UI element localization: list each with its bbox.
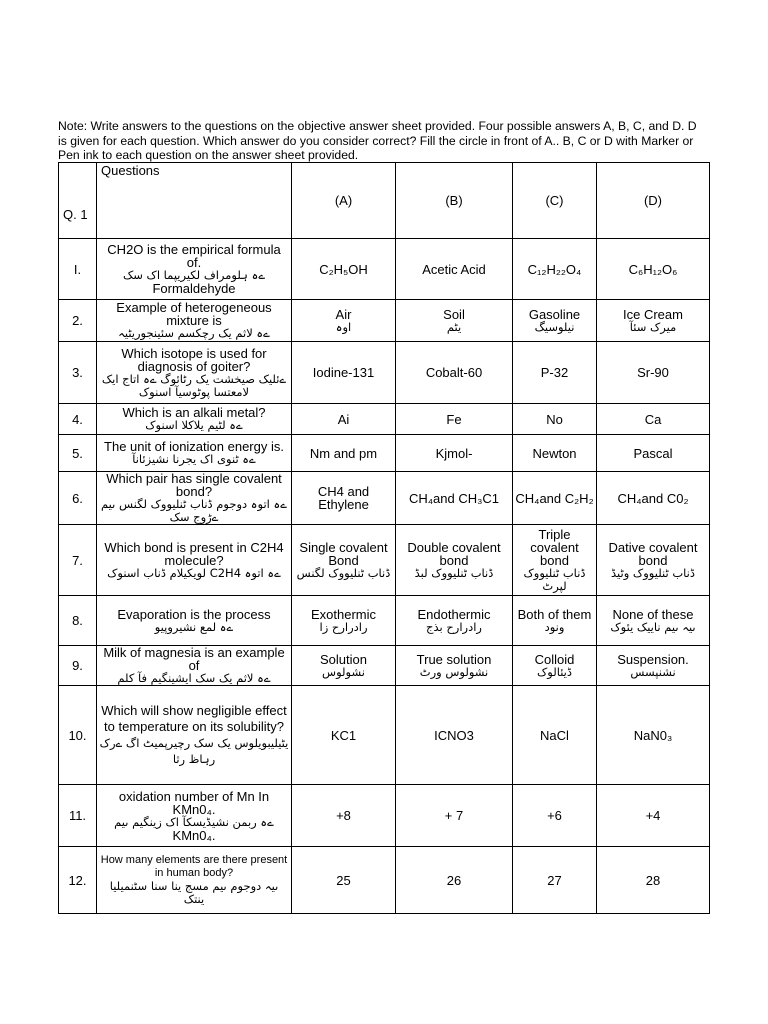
question-text (97, 435, 292, 472)
question-ur: ےہ اتوہ دوجوم ڈناب ٹنلیووک لگنس ںیم ےڑوج سک (100, 497, 288, 524)
question-text (97, 472, 292, 525)
question-text (97, 300, 292, 342)
header-option-c: (C) (513, 163, 597, 239)
option-b: Kjmol- (396, 435, 513, 472)
option-a-en: Single covalent Bond (299, 539, 388, 568)
option-c: C₁₂H₂₂O₄ (513, 239, 597, 300)
option-c-ur: ڈناب ٹنلیووک لپرٹ (523, 565, 586, 593)
option-c-ur: نیلوسیگ (534, 319, 575, 334)
question-text (97, 239, 292, 300)
option-d (597, 300, 710, 342)
option-c-en: Gasoline (528, 306, 581, 322)
option-c: +6 (513, 785, 597, 847)
option-d: Pascal (597, 435, 710, 472)
question-number: I. (59, 239, 97, 300)
option-b-en: Endothermic (417, 606, 491, 622)
option-d-ur: ںیہ ںیم ناییک یئوک (610, 619, 696, 634)
header-qno-label: Q. 1 (63, 207, 88, 222)
option-c-ur: ونود (544, 619, 565, 634)
option-d-en: Dative covalent bond (608, 539, 698, 568)
question-en: oxidation number of Mn In KMn0₄. (118, 788, 270, 817)
question-ur: ےہ لاثم یک رچکسم سئینجوریٹیہ (118, 326, 270, 340)
option-a (292, 525, 396, 596)
option-d: 28 (597, 847, 710, 914)
question-en: Which isotope is used for diagnosis of goiter? (121, 345, 267, 374)
question-en: Which bond is present in C2H4 molecule? (104, 539, 284, 568)
option-b-en: True solution (416, 651, 492, 667)
option-a-ur: اوہ (335, 319, 352, 334)
option-c-en: Triple covalent bond (530, 526, 579, 568)
question-text (97, 596, 292, 646)
option-a: CH4 and Ethylene (292, 472, 396, 525)
option-c (513, 646, 597, 686)
question-en: CH2O is the empirical formula of. (107, 242, 281, 270)
question-number: 3. (59, 342, 97, 404)
option-d-en: Ice Cream (623, 306, 683, 322)
table-row (59, 646, 710, 686)
option-b: ICNO3 (396, 686, 513, 785)
option-a (292, 646, 396, 686)
option-a-ur: رادرارح زا (319, 619, 368, 634)
option-b (396, 525, 513, 596)
option-b-ur: رادرارح بذج (426, 619, 482, 634)
question-ur: ےہ ربمن نشیڈیسکآ اک زینگیم ںیم (114, 814, 274, 829)
question-en-extra: KMn0₄. (172, 827, 216, 843)
question-en-extra: Formaldehyde (152, 281, 236, 296)
question-number: 7. (59, 525, 97, 596)
option-d: C₆H₁₂O₆ (597, 239, 710, 300)
question-text (97, 342, 292, 404)
option-b-ur: یٹم (446, 319, 462, 334)
table-row (59, 342, 710, 404)
question-text (97, 646, 292, 686)
question-ur: ےہ لمع نشیروپیو (154, 619, 234, 634)
option-a-ur: نشولوس (322, 664, 365, 679)
option-d-en: Suspension. (617, 651, 689, 667)
question-en: Which is an alkali metal? (122, 405, 266, 420)
question-text (97, 847, 292, 914)
option-d (597, 525, 710, 596)
option-d: NaN0₃ (597, 686, 710, 785)
option-c (513, 300, 597, 342)
header-questions-label: Questions (101, 163, 160, 178)
question-number: 11. (59, 785, 97, 847)
option-b: Cobalt-60 (396, 342, 513, 404)
question-number: 12. (59, 847, 97, 914)
table-row (59, 785, 710, 847)
table-row (59, 300, 710, 342)
option-c-ur: ڈیئالوک (536, 664, 573, 679)
option-b-ur: ڈناب ٹنلیووک لبڈ (414, 565, 494, 580)
option-c: No (513, 404, 597, 435)
header-questions (97, 163, 292, 239)
option-d: Ca (597, 404, 710, 435)
option-d-ur: نشنپسس (630, 664, 676, 679)
option-a: Iodine-131 (292, 342, 396, 404)
question-en: Example of heterogeneous mixture is (116, 300, 272, 328)
question-ur: ےئلیک صیخشت یک رٹائوگ ےہ اتاج ایک لامعتسا پوٹوسیآ اسنوک (101, 371, 287, 399)
option-a: Ai (292, 404, 396, 435)
option-a: KC1 (292, 686, 396, 785)
option-b: + 7 (396, 785, 513, 847)
question-ur: ےہ لٹیم یلاکلا اسنوک (145, 418, 243, 432)
table-row (59, 472, 710, 525)
option-d-en: None of these (612, 606, 694, 622)
question-en: The unit of ionization energy is. (104, 439, 284, 454)
option-b-ur: نشولوس ورٹ (419, 664, 489, 679)
question-ur: ےہ ٹنوی اک یجرنا نشیزئانآ (132, 452, 256, 466)
question-text (97, 785, 292, 847)
question-ur: ےہ لاثم یک سک ایشینگیم فآ کلم (117, 671, 271, 685)
questions-table (58, 162, 710, 914)
question-ur: ںیہ دوجوم ںیم مسج ینا سنا سٹنمیلیا ینتک (109, 879, 279, 906)
option-a: Nm and pm (292, 435, 396, 472)
option-a (292, 596, 396, 646)
option-b (396, 596, 513, 646)
option-c: 27 (513, 847, 597, 914)
option-c: Newton (513, 435, 597, 472)
option-c: CH₄and C₂H₂ (513, 472, 597, 525)
table-header-row (59, 163, 710, 239)
option-b: 26 (396, 847, 513, 914)
table-row (59, 435, 710, 472)
option-c-en: Colloid (534, 651, 575, 667)
question-number: 4. (59, 404, 97, 435)
question-text (97, 404, 292, 435)
instructions-note: Note: Write answers to the questions on the objective answer sheet provided. Four possible answers A, B, C, and D. D is given for each question. Which answer do you consider correct? Fill the circle in front of A.. B, C or D with Marker or Pen ink to each question on the answer sheet provided. (58, 119, 697, 163)
header-qno (59, 163, 97, 239)
option-b: CH₄and CH₃C1 (396, 472, 513, 525)
header-option-a: (A) (292, 163, 396, 239)
option-a: +8 (292, 785, 396, 847)
table-row (59, 596, 710, 646)
option-c (513, 596, 597, 646)
option-a-ur: ڈناب ٹنلیووک لگنس (296, 565, 391, 580)
option-d (597, 646, 710, 686)
option-c: P-32 (513, 342, 597, 404)
option-c (513, 525, 597, 596)
option-a-en: Air (335, 306, 352, 322)
option-b (396, 646, 513, 686)
question-number: 6. (59, 472, 97, 525)
option-d-ur: ڈناب ٹنلیووک وٹیڈ (611, 565, 695, 580)
option-b (396, 300, 513, 342)
option-c: NaCl (513, 686, 597, 785)
table-row (59, 847, 710, 914)
option-a-en: Exothermic (310, 606, 377, 622)
header-option-b: (B) (396, 163, 513, 239)
table-row (59, 239, 710, 300)
header-option-d: (D) (597, 163, 710, 239)
option-a (292, 300, 396, 342)
question-text (97, 525, 292, 596)
option-b: Acetic Acid (396, 239, 513, 300)
question-number: 5. (59, 435, 97, 472)
option-d: CH₄and C0₂ (597, 472, 710, 525)
table-row (59, 525, 710, 596)
option-d: +4 (597, 785, 710, 847)
option-a: C₂H₅OH (292, 239, 396, 300)
question-ur: ےہ ہلومراف لکیریپما اک سک (122, 268, 266, 282)
option-a-en: Solution (320, 651, 367, 667)
question-ur: یٹیلیبویلوس یک سک رچیرپمیٹ اگ ےرک رہاظ رثا (99, 736, 289, 766)
option-a: 25 (292, 847, 396, 914)
question-en: How many elements are there present in human body? (100, 854, 288, 879)
option-d: Sr-90 (597, 342, 710, 404)
question-ur: ےہ اتوہ C2H4 لویکیلام ڈناب اسنوک (107, 565, 281, 580)
question-text (97, 686, 292, 785)
option-b: Fe (396, 404, 513, 435)
question-en: Evaporation is the process (117, 606, 271, 622)
option-b-en: Double covalent bond (407, 539, 501, 568)
question-number: 9. (59, 646, 97, 686)
option-b-en: Soil (443, 306, 465, 322)
option-d (597, 596, 710, 646)
option-d-ur: میرک سئآ (629, 319, 677, 334)
table-row (59, 404, 710, 435)
question-number: 2. (59, 300, 97, 342)
table-row (59, 686, 710, 785)
question-number: 10. (59, 686, 97, 785)
question-en: Which will show negligible effect to temperature on its solubility? (101, 703, 287, 734)
question-en: Milk of magnesia is an example of (103, 645, 285, 673)
question-en: Which pair has single covalent bond? (106, 471, 282, 499)
option-c-en: Both of them (517, 606, 592, 622)
question-number: 8. (59, 596, 97, 646)
